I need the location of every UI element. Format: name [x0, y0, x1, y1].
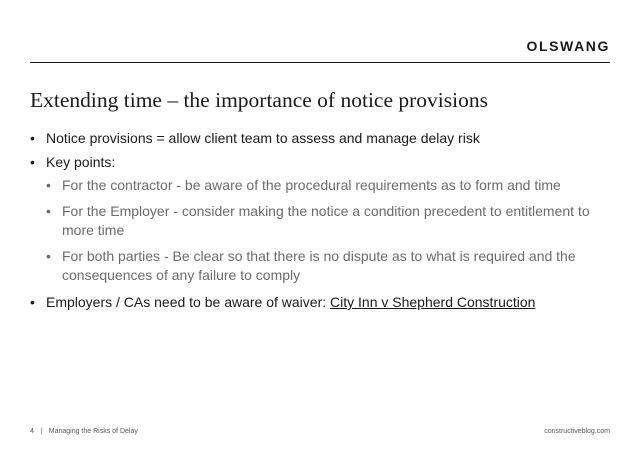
sub-bullet-text: For the contractor - be aware of the procedural requirements as to form and time — [62, 177, 561, 193]
bullet-notice-provisions — [30, 128, 620, 149]
sub-bullet-text: For both parties - Be clear so that there is no dispute as to what is required and the consequences of any failure to comply — [62, 248, 576, 283]
sub-bullet-list — [30, 176, 620, 285]
sub-bullet-text: For the Employer - consider making the notice a condition precedent to entitlement to more time — [62, 203, 590, 238]
sub-bullet-dot-icon: • — [46, 248, 51, 264]
header-divider — [30, 62, 610, 63]
page-number: 4 — [30, 428, 34, 435]
footer-website: constructiveblog.com — [544, 428, 610, 435]
footer-separator: | — [40, 428, 43, 435]
bullet-dot-icon: • — [30, 154, 35, 170]
sub-bullet-employer — [46, 202, 620, 240]
bullet-dot-icon: • — [30, 130, 35, 146]
sub-bullet-contractor — [46, 176, 620, 195]
bullet-text: Notice provisions = allow client team to assess and manage delay risk — [46, 130, 480, 146]
bullet-key-points — [30, 152, 620, 173]
olswang-logo: OLSWANG — [526, 38, 610, 54]
bullet-text: Key points: — [46, 154, 116, 170]
bullet-text: Employers / CAs need to be aware of waiver: — [46, 294, 331, 310]
sub-bullet-group — [30, 176, 620, 285]
sub-bullet-dot-icon: • — [46, 203, 51, 219]
bullet-dot-icon: • — [30, 294, 35, 310]
sub-bullet-both-parties — [46, 247, 620, 285]
deck-title: Managing the Risks of Delay — [48, 428, 138, 435]
bullet-list — [30, 128, 620, 316]
bullet-waiver — [30, 292, 620, 313]
city-inn-case-link[interactable]: City Inn v Shepherd Construction — [330, 294, 536, 310]
slide-title: Extending time – the importance of notice provisions — [30, 88, 488, 112]
sub-bullet-dot-icon: • — [46, 177, 51, 193]
footer-left — [30, 428, 138, 435]
